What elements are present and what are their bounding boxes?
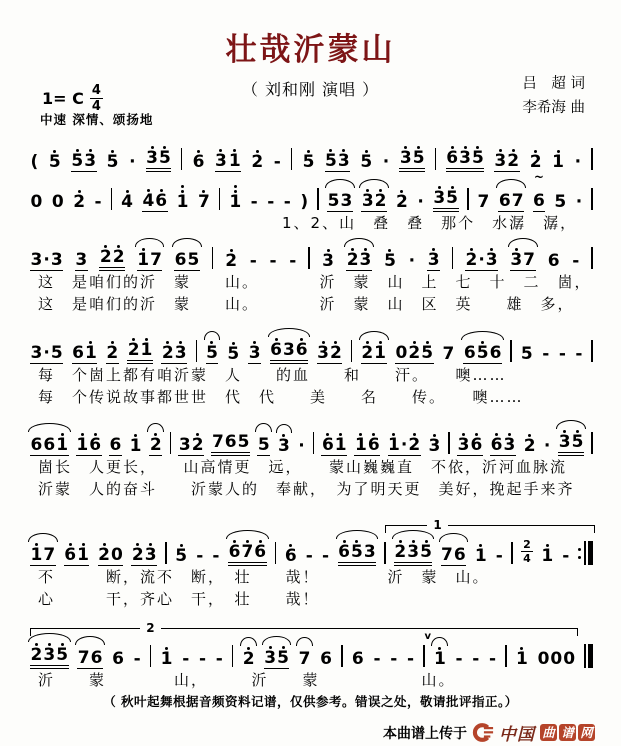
notation-line (30, 170, 593, 213)
time-signature (90, 84, 103, 113)
slur-arc (255, 423, 272, 432)
note-token: 2 3 5 (394, 534, 433, 566)
note-token: 6 (547, 251, 560, 272)
note-token: 0 2 5 (395, 335, 434, 364)
note-token: - (196, 546, 204, 567)
note-token: · (298, 436, 305, 457)
note-token: 2 (242, 641, 255, 669)
note-token: 1 (160, 649, 173, 670)
barline (423, 645, 425, 667)
note-token: · (382, 152, 390, 173)
note-token: 5 (227, 344, 240, 365)
note-token: ( (30, 152, 39, 173)
note-token: 1 (541, 546, 554, 567)
lyrics-line: 崮长 人更长， 山高情更 远， 蒙山巍巍直 不依，沂河血脉流 (38, 458, 568, 476)
system-row (30, 140, 593, 172)
note-token: 3 6 (457, 427, 483, 456)
repeat-end-barline (578, 541, 593, 565)
barline (150, 645, 152, 667)
barline (384, 542, 386, 564)
barline (591, 432, 593, 454)
note-token: - (94, 192, 102, 213)
tempo-marking: 中速 深情、颂扬地 (40, 112, 154, 127)
note-token: - (321, 546, 330, 567)
note-token: 6 7 (498, 183, 524, 212)
slur-arc (431, 637, 448, 646)
note-token: 3 (248, 335, 261, 364)
slur-arc (461, 331, 504, 340)
performer-line: （ 刘和刚 演唱 ） (241, 80, 380, 99)
slur-arc (359, 331, 389, 340)
note-token: 2 1 (361, 335, 387, 364)
note-token: · (129, 152, 136, 173)
slur-arc (344, 238, 374, 247)
note-token: · (574, 152, 582, 173)
note-token: 6 7 6 (228, 534, 267, 566)
note-token: 7 6 (441, 537, 467, 566)
barline (219, 188, 221, 210)
note-token: - (542, 344, 550, 365)
note-token: 6 (192, 152, 205, 173)
barline (448, 432, 450, 454)
system-row (30, 170, 593, 234)
note-token: 2 (529, 152, 542, 173)
note-token: 2 (149, 427, 162, 456)
note-token: 1 (474, 546, 487, 567)
credits-block (522, 72, 585, 120)
note-token: · (543, 436, 551, 457)
note-token: 5 3 (71, 143, 97, 172)
site-logo-icon (472, 723, 494, 742)
slur-arc (359, 179, 389, 188)
note-token: 2 0 (98, 537, 124, 566)
barline (591, 340, 593, 362)
slur-arc (226, 530, 269, 539)
volta-number: 2 (140, 621, 160, 635)
slur-arc (147, 423, 164, 432)
note-token: 3 2 (361, 183, 387, 212)
slur-arc (508, 238, 538, 247)
notation-line (30, 239, 593, 271)
lyrics-line: 这 是咱们的沂 蒙 山。 沂 蒙 山 区 英 雄 多， (38, 295, 575, 313)
barline (591, 148, 593, 170)
note-token: - (215, 649, 223, 670)
note-token: 6 (320, 649, 333, 670)
note-token: 5 (257, 427, 270, 456)
note-token: 7 (197, 192, 210, 213)
note-token: · (417, 192, 424, 213)
slur-arc (556, 420, 586, 429)
note-token: 6 1 (64, 537, 90, 566)
note-token: 1 6 (354, 427, 380, 456)
note-token: - (269, 251, 277, 272)
note-token: 2 3 5 (30, 637, 69, 669)
key-prefix: 1= C (42, 89, 84, 108)
barline (291, 148, 293, 170)
system-row (30, 424, 593, 500)
barline (232, 645, 234, 667)
barline (511, 542, 513, 564)
meter-top: 4 (91, 83, 101, 98)
note-token: - (133, 649, 141, 670)
site-name-block: 谱 (559, 724, 576, 741)
notation-line (30, 631, 593, 670)
note-token: 5 (302, 152, 315, 173)
slur-arc (296, 637, 313, 646)
note-token: 5 (175, 546, 188, 567)
slur-arc (28, 533, 58, 542)
barline (165, 542, 167, 564)
note-token: 3 (278, 428, 291, 456)
note-token: 1 · 2 (388, 427, 421, 456)
breath-mark: v (424, 631, 431, 643)
barline (196, 340, 198, 362)
note-token: 1 (552, 152, 564, 173)
note-token: 2 · 3 (465, 242, 498, 271)
note-token: 3 5 (399, 140, 425, 172)
note-token: 6 3 6 (270, 332, 309, 364)
barline (308, 247, 310, 269)
note-token: 3 5 (146, 140, 172, 172)
systems (30, 140, 593, 691)
note-token: 3 · 5 (30, 335, 63, 364)
key-signature (42, 84, 103, 113)
notation-line (30, 424, 593, 456)
barline (313, 432, 315, 454)
lyrics-line: 每 个传说故事都世世 代 代 美 名 传。 噢…… (38, 388, 524, 406)
note-token: 3 2 (494, 143, 520, 172)
note-token: 5 (48, 152, 61, 173)
mordent-mark: ~ (533, 170, 544, 185)
system-row (30, 239, 593, 315)
meter-bottom: 4 (91, 99, 101, 114)
footer-credit (383, 720, 595, 745)
slur-arc (204, 331, 221, 340)
note-token: v 1 (433, 641, 446, 669)
slur-arc (268, 328, 311, 337)
note-token: 0 (30, 192, 43, 213)
note-token: 3 5 (433, 180, 459, 212)
note-token: - (495, 546, 503, 567)
octave-dot (181, 185, 184, 188)
slur-arc (276, 424, 293, 433)
note-token: 2 (396, 192, 408, 213)
note-token: 7 (477, 192, 490, 213)
note-token: 3 7 (510, 242, 536, 271)
slur-arc (172, 238, 202, 247)
slur-arc (28, 633, 71, 642)
note-token: 1 7 (30, 537, 56, 566)
note-token: 3 (428, 436, 441, 457)
transcription-note: （ 秋叶起舞根据音频资料记谱，仅供参考。错误之处，敬请批评指正。） (103, 694, 518, 709)
note-token: 1 (229, 184, 242, 212)
note-token: - (283, 192, 291, 213)
barline (317, 188, 319, 210)
note-token: 2 3 (346, 242, 372, 271)
note-token: - (558, 344, 566, 365)
slur-arc (325, 179, 355, 188)
system-row (30, 332, 593, 408)
note-token: 2 3 (161, 335, 187, 364)
note-token: 1 6 (76, 427, 102, 456)
octave-dot (234, 185, 237, 188)
notation-line (30, 140, 593, 172)
note-token: 3 (427, 242, 440, 271)
note-token: 2 1 (127, 332, 153, 364)
barline (591, 188, 593, 210)
slur-arc (240, 637, 257, 646)
site-name-blocks (540, 724, 595, 741)
note-token: 6 (112, 649, 124, 670)
note-token: 7 (298, 641, 311, 669)
note-token: - (305, 546, 313, 567)
note-token: 5 (206, 335, 219, 364)
note-token: - (407, 649, 415, 670)
barline (467, 188, 469, 210)
barline (591, 247, 593, 269)
note-token: - (198, 649, 207, 670)
note-token: 2 (523, 436, 536, 457)
final-barline (584, 644, 593, 668)
note-token: ~ 6 (533, 170, 545, 212)
note-token: - (562, 546, 570, 567)
lyrics-line: 每 个崮上都有咱沂蒙 人 的血 和 汗。 噢…… (38, 366, 507, 384)
note-token: 6 1 (72, 335, 98, 364)
note-token: 6 (109, 427, 122, 456)
note-token: - (572, 251, 580, 272)
lyrics-line: 心 干，齐心 干， 壮 哉！ (38, 590, 320, 608)
note-token: 5 (360, 152, 373, 173)
lyrics-line: 沂蒙 人的奋斗 沂蒙人的 奉献， 为了明天更 美好，挽起手来齐 (38, 480, 575, 498)
song-title: 壮哉沂蒙山 (225, 32, 396, 68)
note-token: 1 (516, 649, 528, 670)
note-token: - (182, 649, 190, 670)
site-name-block: 网 (578, 724, 595, 741)
note-token: 6 5 (174, 242, 200, 271)
note-token: - (575, 344, 583, 365)
note-token: - (267, 192, 275, 213)
note-token: 6 5 6 (463, 335, 502, 364)
note-token: 1 (176, 184, 189, 212)
notation-line (30, 534, 593, 566)
composer-credit: 李希海 曲 (522, 100, 585, 116)
system-row (30, 621, 593, 691)
note-token: 5 3 (325, 143, 351, 172)
note-token: 3 2 (317, 335, 343, 364)
note-token: - (249, 251, 257, 272)
volta-number: 1 (427, 518, 447, 532)
note-token: 1 (129, 436, 142, 457)
note-token: 2 (251, 152, 264, 173)
note-token: · (575, 192, 583, 213)
note-token: - (489, 649, 497, 670)
lyrics-line: 1、2、山 叠 叠 那个 水潺 潺， (282, 214, 578, 232)
volta-bracket (30, 621, 578, 636)
note-token: - (212, 546, 220, 567)
slur-arc (439, 533, 469, 542)
slur-arc (496, 179, 526, 188)
note-token: - (455, 649, 463, 670)
barline (212, 247, 214, 269)
lyrics-line: 这 是咱们的沂 蒙 山。 沂 蒙 山 上 七 十 二 崮， (38, 273, 592, 291)
barline (111, 188, 113, 210)
note-token: 2 (106, 335, 119, 364)
note-token: 5 (520, 344, 533, 365)
note-token: 0 0 0 (537, 649, 576, 670)
note-token: 7 6 (77, 640, 103, 669)
note-token: - (390, 649, 398, 670)
note-token: 0 (51, 192, 64, 213)
note-token: 3 5 (264, 640, 290, 669)
note-token: 6 1 (321, 427, 347, 456)
mid-time-signature: 2 4 (523, 538, 531, 565)
note-token: - (273, 152, 281, 173)
slur-arc (135, 238, 165, 247)
note-token: 3 2 (178, 427, 204, 456)
note-token: 6 (284, 546, 297, 567)
note-token: 6 5 3 (338, 534, 377, 566)
barline (435, 148, 437, 170)
note-token: 3 (75, 242, 88, 271)
note-token: - (250, 192, 258, 213)
barline (510, 340, 512, 362)
slur-arc (28, 423, 71, 432)
barline (341, 645, 343, 667)
barline (505, 645, 507, 667)
lyrics-line: 沂 蒙 山， 沂 蒙 山。 (38, 671, 456, 689)
barline (275, 542, 277, 564)
note-token: 3 5 (558, 424, 584, 456)
note-token: 4 (121, 192, 133, 213)
note-token: 6 6 1 (30, 427, 69, 456)
slur-arc (336, 530, 379, 539)
system-row (30, 518, 593, 610)
note-token: 5 (554, 192, 567, 213)
note-token: 2 (73, 192, 86, 213)
note-token: 7 (442, 344, 455, 365)
note-token: - (289, 251, 297, 272)
barline (181, 148, 183, 170)
note-token: - (373, 649, 381, 670)
note-token: 5 (384, 251, 396, 272)
note-token: · (408, 251, 416, 272)
barline (351, 340, 353, 362)
note-token: 6 3 (490, 427, 516, 456)
note-token: 2 2 (99, 239, 125, 271)
note-token: - (472, 649, 480, 670)
site-name-block: 曲 (540, 724, 557, 741)
slur-arc (392, 530, 435, 539)
note-token: 2 3 (131, 537, 157, 566)
barline (170, 432, 172, 454)
note-token: 3 (322, 251, 334, 272)
slur-arc (262, 636, 292, 645)
note-token: 6 (351, 649, 364, 670)
site-name-cn: 中国 (499, 725, 535, 745)
note-token: 5 (106, 152, 119, 173)
note-token: 3 · 3 (30, 242, 63, 271)
upload-label: 本曲谱上传于 (383, 725, 467, 742)
note-token: 2 (225, 251, 238, 272)
note-token: 1 7 (137, 242, 163, 271)
note-token: ) (300, 192, 309, 213)
note-token: 6 3 5 (446, 140, 485, 172)
lyrics-line: 不 断，流不 断， 壮 哉！ 沂 蒙 山。 (38, 568, 490, 586)
note-token: 5 3 (327, 183, 353, 212)
note-token: 3 1 (215, 143, 242, 172)
barline (452, 247, 454, 269)
slur-arc (75, 636, 105, 645)
notation-line (30, 332, 593, 364)
lyricist-credit: 吕 超 词 (522, 76, 585, 92)
note-token: 4 6 (142, 183, 168, 212)
note-token: 7 6 5 (211, 424, 250, 456)
